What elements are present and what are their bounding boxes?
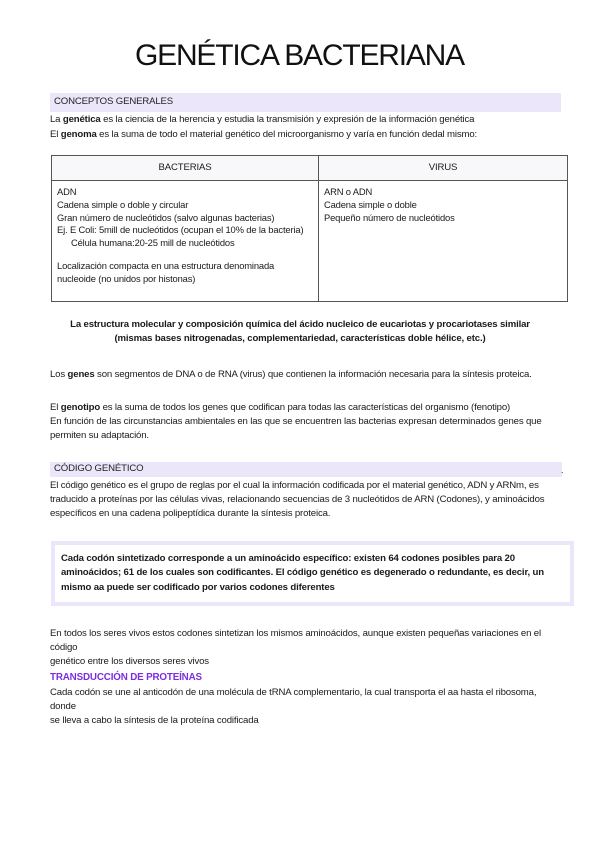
paragraph-line: permiten su adaptación. [50, 429, 149, 441]
list-item: Célula humana:20-25 mill de nucleótidos [71, 237, 235, 249]
text: es la ciencia de la herencia y estudia la transmisión y expresión de la información genética [100, 114, 475, 125]
callout-content [55, 545, 570, 602]
term-genes: genes [67, 369, 95, 380]
paragraph-line [50, 401, 562, 415]
paragraph-genetica [50, 113, 562, 127]
list-item: Cadena simple o doble [324, 198, 417, 210]
paragraph-line: genético entre los diversos seres vivos [50, 655, 209, 667]
callout-box [51, 541, 574, 606]
paragraph-line: El código genético es el grupo de reglas por el cual la información codificada por el material genético, ADN y ARNm, es [50, 480, 539, 491]
text: El [50, 129, 61, 140]
paragraph-line: traducido a proteínas por las células vivas, relacionando secuencias de 3 nucleótidos de ARN (Codones), y aminoácidos [50, 493, 545, 505]
text: Los [50, 369, 68, 380]
page-title: GENÉTICA BACTERIANA [135, 39, 464, 72]
section-heading-conceptos: CONCEPTOS GENERALES [54, 96, 174, 107]
table-cell-bacterias [57, 186, 315, 285]
text: El [50, 402, 61, 413]
term-genotipo: genotipo [60, 402, 101, 413]
list-item: Gran número de nucleótidos (salvo algunas bacterias) [57, 211, 275, 223]
estructura-statement [50, 318, 550, 346]
callout-line: aminoácidos; 61 de los cuales son codificantes. El código genético es degenerado o redundante, es decir, un [61, 567, 544, 579]
list-item: ADN [57, 186, 77, 197]
table-header-bacterias: BACTERIAS [158, 162, 212, 173]
paragraph-line: En función de las circunstancias ambientales en las que se encuentren las bacterias expresan determinados genes que [50, 415, 542, 427]
list-item: Localización compacta en una estructura denominada [57, 259, 275, 271]
term-genetica: genética [62, 114, 101, 125]
term-genoma: genoma [60, 129, 97, 140]
comparison-table [51, 155, 568, 302]
paragraph-genes [50, 368, 562, 382]
statement-line: (mismas bases nitrogenadas, complementariedad, características doble hélice, etc.) [114, 332, 486, 344]
paragraph-genotipo [50, 401, 562, 443]
paragraph-genoma [50, 128, 562, 142]
paragraph-transduccion [50, 686, 562, 728]
list-item: Pequeño número de nucleótidos [324, 211, 455, 223]
section-heading-transduccion: TRANSDUCCIÓN DE PROTEÍNAS [50, 672, 202, 683]
paragraph-line: En todos los seres vivos estos codones sintetizan los mismos aminoácidos, aunque existen pequeñas variaciones en el código [50, 628, 541, 653]
table-header-virus: VIRUS [428, 162, 458, 173]
text: La [50, 114, 63, 125]
callout-line: Cada codón sintetizado corresponde a un aminoácido específico: existen 64 codones posibles para 20 [61, 553, 515, 564]
list-item: ARN o ADN [324, 186, 373, 197]
list-item: Ej. E Coli: 5mill de nucleótidos (ocupan el 10% de la bacteria) [57, 224, 304, 236]
spacer [57, 250, 315, 260]
paragraph-line: Cada codón se une al anticodón de una molécula de tRNA complementario, la cual transporta el aa hasta el ribosoma, donde [50, 687, 537, 712]
table-column-divider [318, 156, 319, 301]
callout-line: mismo aa puede ser codificado por varios codones diferentes [61, 581, 335, 593]
list-item: Cadena simple o doble y circular [57, 198, 189, 210]
list-item: nucleoide (no unidos por histonas) [57, 272, 196, 284]
table-cell-virus [324, 186, 564, 224]
band-dot: . [561, 465, 564, 475]
section-heading-codigo: CÓDIGO GENÉTICO [54, 463, 144, 474]
text: es la suma de todos los genes que codifican para todas las características del organismo (fenotipo) [100, 402, 511, 413]
paragraph-seres-vivos [50, 627, 562, 669]
text: es la suma de todo el material genético del microorganismo y varía en función dedal mismo: [96, 129, 478, 140]
paragraph-line: específicos en una cadena polipeptídica durante la síntesis proteica. [50, 507, 331, 519]
text: son segmentos de DNA o de RNA (virus) que contienen la información necesaria para la síntesis proteica. [94, 369, 532, 380]
statement-line: La estructura molecular y composición química del ácido nucleico de eucariotas y procariotases similar [70, 319, 530, 330]
paragraph-line: se lleva a cabo la síntesis de la proteína codificada [50, 714, 259, 726]
paragraph-codigo [50, 479, 562, 521]
